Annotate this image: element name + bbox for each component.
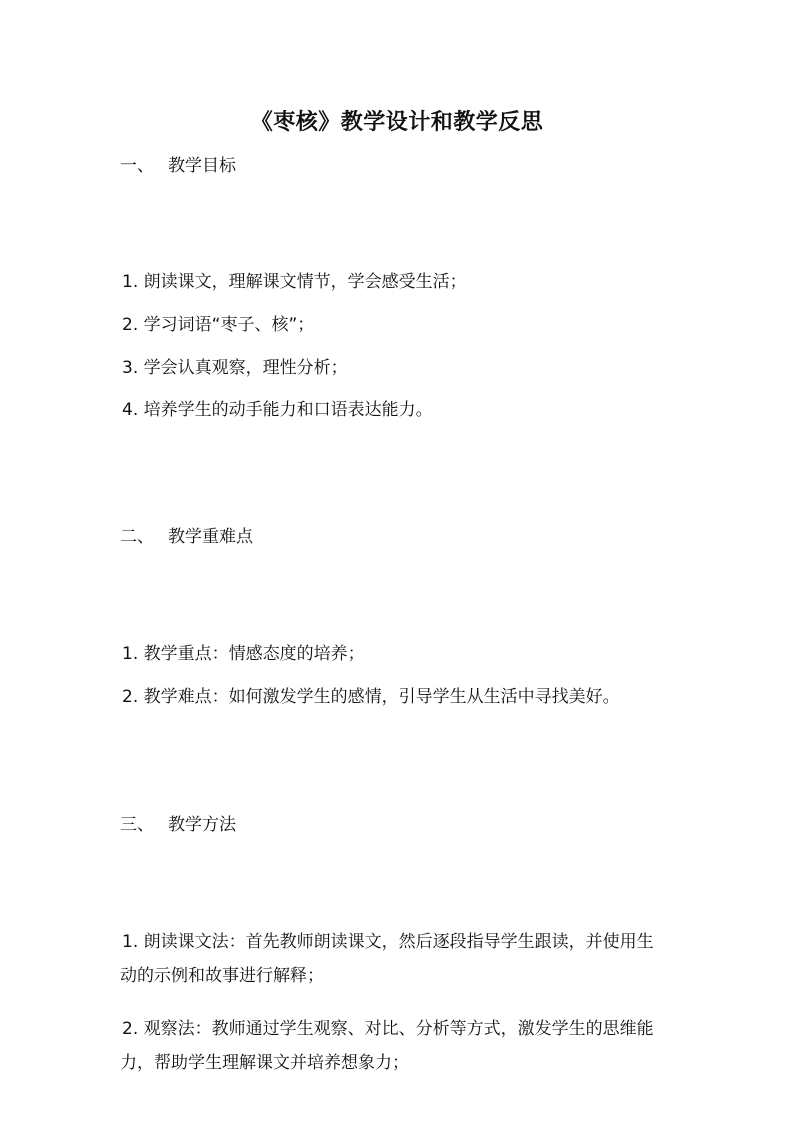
list-item [120,680,720,714]
list-item [120,265,680,299]
list-item [120,351,680,385]
list-item [120,925,670,993]
section-number: 二、 [120,527,154,547]
section-heading-key-points [120,524,253,550]
item-index: 3. [122,358,139,378]
item-index: 1. [122,644,139,664]
list-item [120,1012,670,1080]
item-text: 朗读课文，理解课文情节，学会感受生活； [143,272,467,292]
list-item [120,308,680,342]
item-index: 2. [122,315,139,335]
item-text: 教学重点：情感态度的培养； [143,644,365,664]
document-title: 《枣核》教学设计和教学反思 [250,110,544,135]
section-number: 一、 [120,156,154,176]
list-item [120,393,680,427]
section-number: 三、 [120,815,154,835]
item-text: 培养学生的动手能力和口语表达能力。 [143,400,433,420]
item-index: 2. [122,1019,139,1039]
section-title: 教学重难点 [168,527,253,547]
item-index: 1. [122,932,139,952]
section-heading-objectives [120,153,236,179]
item-text: 观察法：教师通过学生观察、对比、分析等方式，激发学生的思维能力，帮助学生理解课文并培养想象力； [120,1019,654,1073]
list-item [120,637,680,671]
section-heading-methods [120,812,236,838]
section-title: 教学方法 [168,815,236,835]
item-index: 2. [122,687,139,707]
item-index: 4. [122,400,139,420]
item-text: 学会认真观察，理性分析； [143,358,348,378]
item-text: 朗读课文法：首先教师朗读课文，然后逐段指导学生跟读，并使用生动的示例和故事进行解释； [120,932,654,986]
item-text: 教学难点：如何激发学生的感情，引导学生从生活中寻找美好。 [143,687,620,707]
item-index: 1. [122,272,139,292]
section-title: 教学目标 [168,156,236,176]
item-text: 学习词语“枣子、核”； [143,315,315,335]
